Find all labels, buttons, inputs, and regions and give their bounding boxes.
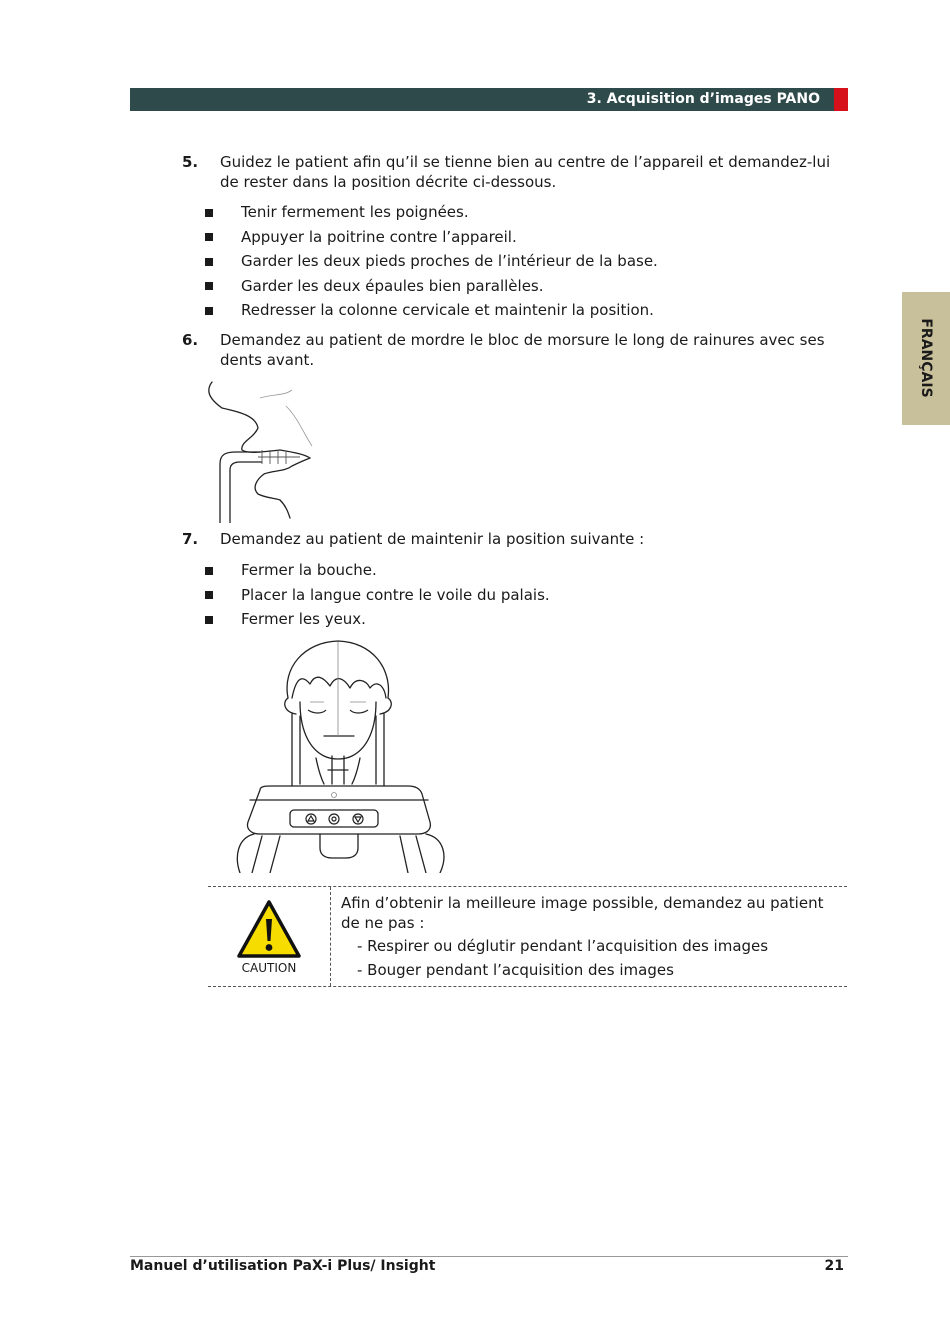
section-title: 3. Acquisition d’images PANO [586,91,820,107]
square-bullet-icon [205,591,213,599]
bite-block-illustration [200,378,330,523]
footer-page-number: 21 [824,1258,844,1274]
list-item: Redresser la colonne cervicale et maintenir la position. [204,298,658,323]
list-item: Fermer la bouche. [204,558,550,583]
square-bullet-icon [205,233,213,241]
caution-intro: Afin d’obtenir la meilleure image possible, demandez au patient de ne pas : [341,894,824,932]
caution-item: - Bouger pendant l’acquisition des images [357,960,674,979]
patient-positioning-illustration [220,638,460,873]
header-accent-mark [834,88,848,111]
step-6 [182,331,842,370]
step-number: 5. [182,153,199,171]
step-text: Demandez au patient de mordre le bloc de morsure le long de rainures avec ses dents avant. [220,331,825,369]
square-bullet-icon [205,307,213,315]
footer-manual-title: Manuel d’utilisation PaX-i Plus/ Insight [130,1258,436,1274]
step-text: Demandez au patient de maintenir la position suivante : [220,530,645,548]
list-item: Garder les deux épaules bien parallèles. [204,274,658,299]
list-item: Fermer les yeux. [204,607,550,632]
step-number: 7. [182,530,199,548]
caution-box [208,886,847,987]
square-bullet-icon [205,258,213,266]
section-header-bar [130,88,834,111]
language-tab-label: FRANÇAIS [918,318,934,398]
warning-triangle-icon [236,899,302,959]
square-bullet-icon [205,567,213,575]
square-bullet-icon [205,616,213,624]
step-7-bullet-list [204,558,550,632]
step-7 [182,530,842,550]
step-text: Guidez le patient afin qu’il se tienne bien au centre de l’appareil et demandez-lui de rester dans la position décrite ci-dessous. [220,153,831,191]
list-item: Placer la langue contre le voile du palais. [204,583,550,608]
caution-text [341,894,836,980]
square-bullet-icon [205,282,213,290]
caution-divider [330,887,331,986]
step-number: 6. [182,331,199,349]
step-5 [182,153,842,192]
list-item: Garder les deux pieds proches de l’intérieur de la base. [204,249,658,274]
footer-divider [130,1256,848,1257]
square-bullet-icon [205,209,213,217]
step-5-bullet-list [204,200,658,323]
list-item: Appuyer la poitrine contre l’appareil. [204,225,658,250]
list-item: Tenir fermement les poignées. [204,200,658,225]
caution-item: - Respirer ou déglutir pendant l’acquisition des images [357,937,769,955]
language-tab [902,292,950,425]
caution-label: CAUTION [241,961,297,975]
